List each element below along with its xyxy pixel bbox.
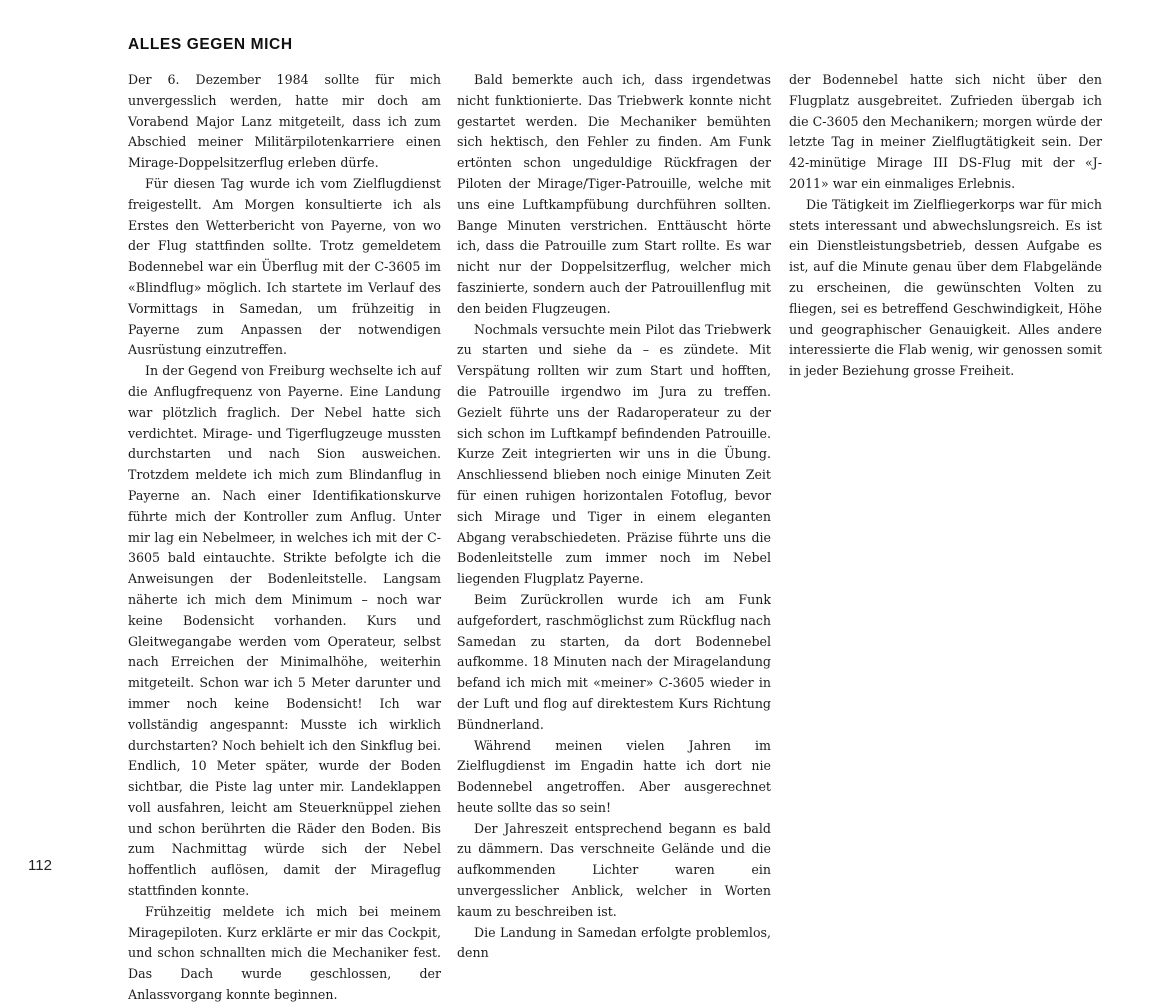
paragraph: Nochmals versuchte mein Pilot das Triebwerk zu starten und siehe da – es zündete. Mit Verspätung rollten wir zum Start und hofften, die Patrouille irgendwo im Jura zu treffen. Gezielt führte uns der Radaroperateur zu der sich schon im Luftkampf befindenden Patrouille. Kurze Zeit integrierten wir uns in die Übung. Anschliessend blieben noch einige Minuten Zeit für einen ruhigen horizontalen Fotoflug, bevor sich Mirage und Tiger in einem eleganten Abgang verabschiedeten. Präzise führte uns die Bodenleitstelle zum immer noch im Nebel liegenden Flugplatz Payerne. <box>457 321 771 587</box>
paragraph: Frühzeitig meldete ich mich bei meinem Miragepiloten. Kurz erklärte er mir das Cockpit, und schon schnallten mich die Mechaniker fest. Das Dach wurde geschlossen, der Anlassvorgang konnte beginnen. <box>128 903 441 1003</box>
paragraph: der Bodennebel hatte sich nicht über den Flugplatz ausgebreitet. Zufrieden übergab ich die C-3605 den Mechanikern; morgen würde der letzte Tag in meiner Zielflugtätigkeit sein. Der 42-minütige Mirage III DS-Flug mit der «J-2011» war ein einmaliges Erlebnis. <box>789 72 1102 191</box>
paragraph: Bald bemerkte auch ich, dass irgendetwas nicht funktionierte. Das Triebwerk konnte nicht gestartet werden. Die Mechaniker bemühten sich hektisch, den Fehler zu finden. Am Funk ertönten schon ungeduldige Rückfragen der Piloten der Mirage/Tiger-Patrouille, welche mit uns eine Luftkampfübung durchführen sollten. Bange Minuten verstrichen. Enttäuscht hörte ich, dass die Patrouille zum Start rollte. Es war nicht nur der Doppelsitzerflug, welcher mich faszinierte, sondern auch der Patrouillenflug mit den beiden Flugzeugen. <box>457 72 771 316</box>
paragraph: Beim Zurückrollen wurde ich am Funk aufgefordert, raschmöglichst zum Rückflug nach Samedan zu starten, da dort Bodennebel aufkomme. 18 Minuten nach der Miragelandung befand ich mich mit «meiner» C-3605 wieder in der Luft und flog auf direktestem Kurs Richtung Bündnerland. <box>457 591 771 732</box>
text-column-2 <box>457 70 771 964</box>
page-number: 112 <box>28 857 52 874</box>
paragraph: Während meinen vielen Jahren im Zielflugdienst im Engadin hatte ich dort nie Bodennebel angetroffen. Aber ausgerechnet heute sollte das so sein! <box>457 737 771 815</box>
text-column-3 <box>789 70 1102 382</box>
paragraph: Der 6. Dezember 1984 sollte für mich unvergesslich werden, hatte mir doch am Vorabend Major Lanz mitgeteilt, dass ich zum Abschied meiner Militärpilotenkarriere einen Mirage-Doppelsitzerflug erleben dürfe. <box>128 72 441 171</box>
paragraph: Der Jahreszeit entsprechend begann es bald zu dämmern. Das verschneite Gelände und die aufkommenden Lichter waren ein unvergesslicher Anblick, welcher in Worten kaum zu beschreiben ist. <box>457 820 771 919</box>
paragraph: Für diesen Tag wurde ich vom Zielflugdienst freigestellt. Am Morgen konsultierte ich als Erstes den Wetterbericht von Payerne, von wo der Flug stattfinden sollte. Trotz gemeldetem Bodennebel war ein Überflug mit der C-3605 im «Blindflug» möglich. Ich startete im Verlauf des Vormittags in Samedan, um frühzeitig in Payerne zum Anpassen der notwendigen Ausrüstung einzutreffen. <box>128 175 441 358</box>
paragraph: Die Landung in Samedan erfolgte problemlos, denn <box>457 924 771 961</box>
paragraph: In der Gegend von Freiburg wechselte ich auf die Anflugfrequenz von Payerne. Eine Landung war plötzlich fraglich. Der Nebel hatte sich verdichtet. Mirage- und Tigerflugzeuge mussten durchstarten und nach Sion ausweichen. Trotzdem meldete ich mich zum Blindanflug in Payerne an. Nach einer Identifikationskurve führte mich der Kontroller zum Anflug. Unter mir lag ein Nebelmeer, in welches ich mit der C-3605 bald eintauchte. Strikte befolgte ich die Anweisungen der Bodenleitstelle. Langsam näherte ich mich dem Minimum – noch war keine Bodensicht vorhanden. Kurs und Gleitwegangabe werden vom Operateur, selbst nach Erreichen der Minimalhöhe, weiterhin mitgeteilt. Schon war ich 5 Meter darunter und immer noch keine Bodensicht! Ich war vollständig angespannt: Musste ich wirklich durchstarten? Noch behielt ich den Sinkflug bei. Endlich, 10 Meter später, wurde der Boden sichtbar, die Piste lag unter mir. Landeklappen voll ausfahren, leicht am Steuerknüppel ziehen und schon berührten die Räder den Boden. Bis zum Nachmittag würde sich der Nebel hoffentlich auflösen, damit der Mirageflug stattfinden konnte. <box>128 363 441 899</box>
paragraph: Die Tätigkeit im Zielfliegerkorps war für mich stets interessant und abwechslungsreich. Es ist ein Dienstleistungsbetrieb, dessen Aufgabe es ist, auf die Minute genau über dem Flabgelände zu erscheinen, die gewünschten Volten zu fliegen, sei es betreffend Geschwindigkeit, Höhe und geographischer Genauigkeit. Alles andere interessierte die Flab wenig, wir genossen somit in jeder Beziehung grosse Freiheit. <box>789 196 1102 379</box>
text-column-1 <box>128 70 441 1006</box>
article-title: ALLES GEGEN MICH <box>128 36 293 53</box>
